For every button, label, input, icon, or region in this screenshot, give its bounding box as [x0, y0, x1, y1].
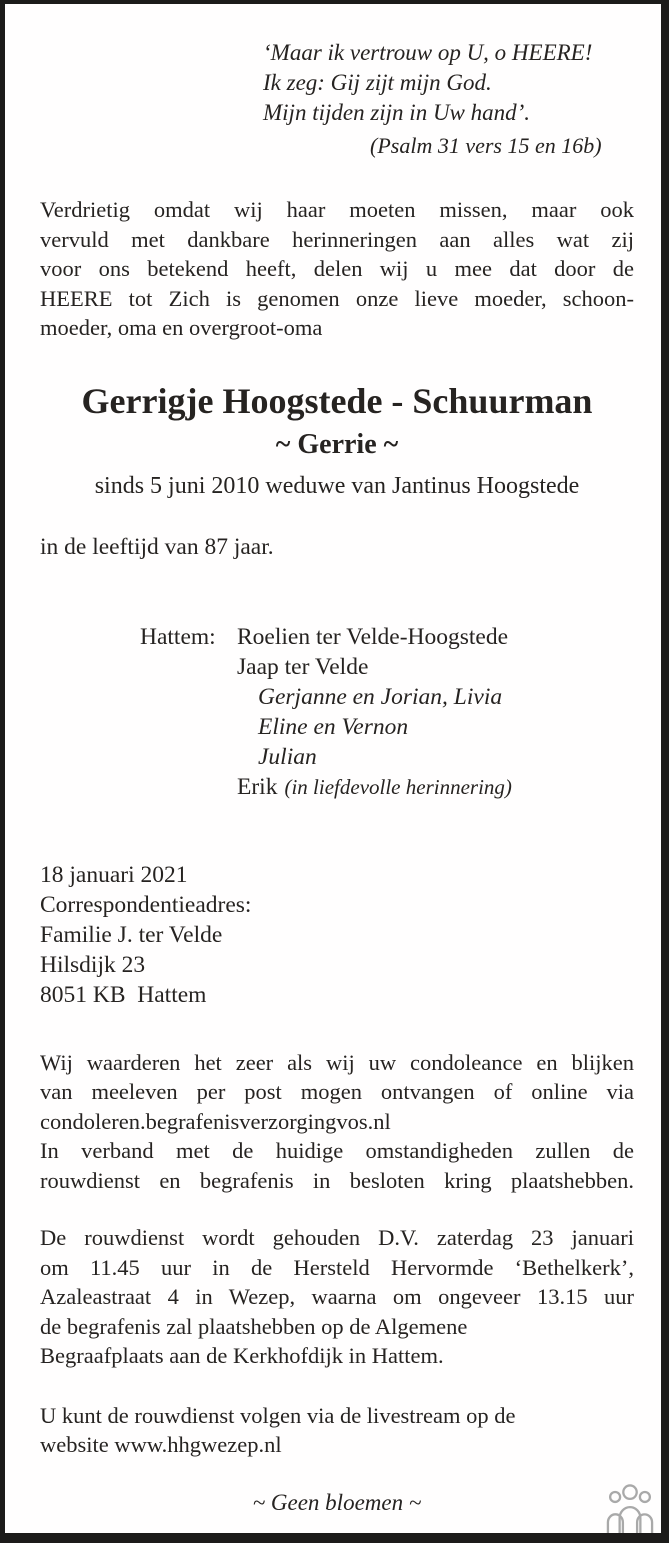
deceased-nickname: ~ Gerrie ~: [275, 428, 399, 460]
text-line: voor ons betekend heeft, delen wij u mee dat door de: [40, 256, 634, 281]
family-grandchild: Julian: [258, 743, 317, 770]
family-list: [140, 622, 634, 802]
text-line: condoleren.begrafenisverzorgingvos.nl: [40, 1108, 391, 1134]
text-line: Hilsdijk 23: [40, 951, 146, 978]
service-paragraph: [40, 1223, 634, 1371]
quote-line-3: Mijn tijden zijn in Uw hand’.: [263, 100, 531, 125]
text-line: Begraafplaats aan de Kerkhofdijk in Hattem.: [40, 1343, 444, 1368]
text-line: Familie J. ter Velde: [40, 921, 223, 948]
text-line: HEERE tot Zich is genomen onze lieve moeder, schoon-: [40, 285, 634, 311]
family-child: Jaap ter Velde: [237, 653, 369, 680]
livestream-paragraph: [40, 1401, 634, 1460]
text-line: rouwdienst en begrafenis in besloten kring plaatshebben.: [40, 1167, 634, 1193]
text-line: U kunt de rouwdienst volgen via de livestream op de: [40, 1402, 516, 1428]
correspondence-address: [40, 860, 634, 1010]
text-line: 18 januari 2021: [40, 861, 188, 888]
family-place-label: Hattem:: [140, 623, 216, 650]
family-in-memory-row: [237, 772, 634, 802]
text-line: van meeleven per post mogen ontvangen of online via: [40, 1079, 634, 1104]
text-line: De rouwdienst wordt gehouden D.V. zaterdag 23 januari: [40, 1225, 634, 1250]
age-line: in de leeftijd van 87 jaar.: [40, 533, 274, 560]
widow-line: sinds 5 juni 2010 weduwe van Jantinus Hoogstede: [94, 472, 580, 499]
text-line: Wij waarderen het zeer als wij uw condoleance en blijken: [40, 1049, 634, 1075]
quote-source: (Psalm 31 vers 15 en 16b): [370, 133, 602, 158]
scripture-quote: [263, 38, 634, 161]
quote-line-1: ‘Maar ik vertrouw op U, o HEERE!: [263, 40, 593, 65]
deceased-name: Gerrigje Hoogstede - Schuurman: [81, 380, 593, 421]
text-line: Azaleastraat 4 in Wezep, waarna om ongeveer 13.15 uur: [40, 1284, 634, 1309]
family-grandchild: Gerjanne en Jorian, Livia: [258, 683, 503, 710]
text-line: moeder, oma en overgroot-oma: [40, 315, 323, 340]
text-line: om 11.45 uur in de Hersteld Hervormde ‘Bethelkerk’,: [40, 1254, 634, 1280]
three-people-outline-icon: [606, 1483, 654, 1533]
text-line: website www.hhgwezep.nl: [40, 1432, 282, 1457]
family-child: Roelien ter Velde-Hoogstede: [237, 623, 509, 650]
quote-line-2: Ik zeg: Gij zijt mijn God.: [263, 70, 492, 95]
obituary-content: [5, 4, 661, 1518]
family-in-memory-name: Erik: [237, 773, 278, 800]
condolence-paragraph: [40, 1048, 634, 1196]
no-flowers-line: ~ Geen bloemen ~: [252, 1489, 422, 1515]
text-line: Correspondentieadres:: [40, 891, 252, 918]
text-line: de begrafenis zal plaatshebben op de Algemene: [40, 1313, 468, 1339]
text-line: In verband met de huidige omstandigheden zullen de: [40, 1138, 634, 1163]
announcement-paragraph: [40, 195, 634, 343]
family-grandchild: Eline en Vernon: [258, 713, 409, 740]
family-in-memory-note: (in liefdevolle herinnering): [284, 774, 512, 799]
text-line: vervuld met dankbare herinneringen aan alles wat zij: [40, 226, 634, 252]
text-line: 8051 KB Hattem: [40, 981, 207, 1008]
text-line: Verdrietig omdat wij haar moeten missen, maar ook: [40, 197, 634, 222]
